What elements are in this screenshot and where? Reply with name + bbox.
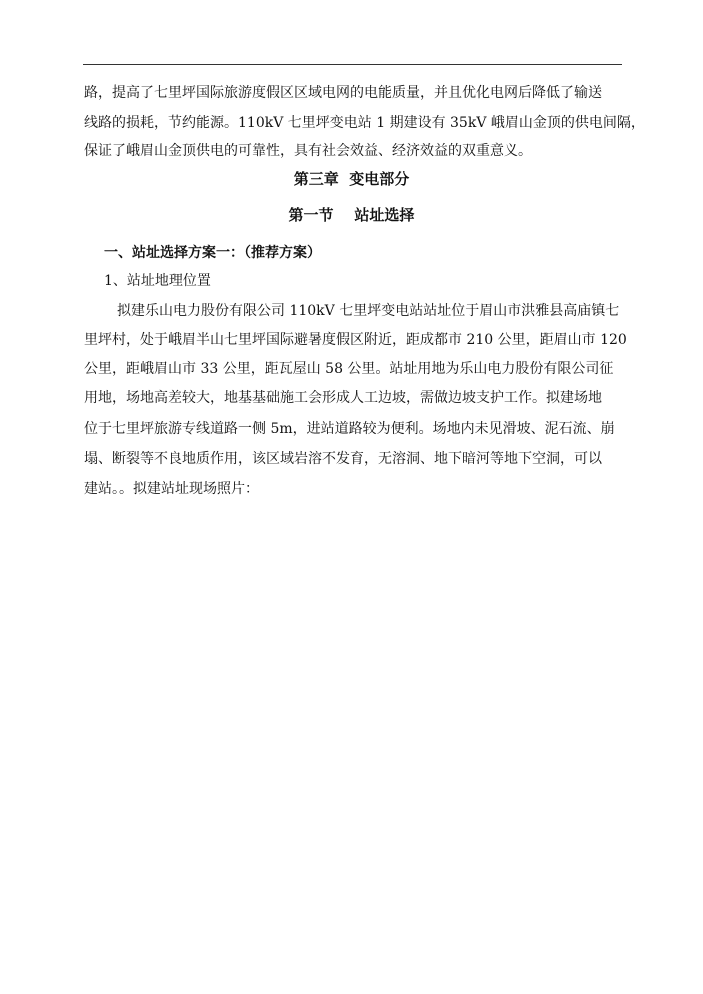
body-line-3: 公里，距峨眉山市 33 公里，距瓦屋山 58 公里。站址用地为乐山电力股份有限公司征 [84, 361, 614, 377]
body-line-4: 用地，场地高差较大，地基基础施工会形成人工边坡，需做边坡支护工作。拟建场地 [84, 390, 602, 406]
section-heading: 第一节 站址选择 [288, 206, 415, 224]
option-heading: 一、站址选择方案一：（推荐方案） [104, 245, 321, 261]
intro-line-2: 线路的损耗，节约能源。110kV 七里坪变电站 1 期建设有 35kV 峨眉山金顶的供电间隔， [84, 115, 645, 131]
intro-line-1: 路，提高了七里坪国际旅游度假区区域电网的电能质量，并且优化电网后降低了输送 [84, 85, 602, 101]
intro-line-3: 保证了峨眉山金顶供电的可靠性，具有社会效益、经济效益的双重意义。 [84, 143, 532, 159]
item-heading: 1、站址地理位置 [104, 273, 211, 289]
chapter-heading: 第三章 变电部分 [293, 170, 410, 188]
body-line-5: 位于七里坪旅游专线道路一侧 5m，进站道路较为便利。场地内未见滑坡、泥石流、崩 [84, 421, 615, 437]
header-rule [83, 64, 622, 65]
body-line-1: 拟建乐山电力股份有限公司 110kV 七里坪变电站站址位于眉山市洪雅县高庙镇七 [117, 303, 620, 319]
body-line-6: 塌、断裂等不良地质作用，该区域岩溶不发育，无溶洞、地下暗河等地下空洞，可以 [84, 451, 602, 467]
body-line-2: 里坪村，处于峨眉半山七里坪国际避暑度假区附近，距成都市 210 公里，距眉山市 120 [84, 332, 627, 348]
body-line-7: 建站。。拟建站址现场照片： [84, 481, 259, 497]
